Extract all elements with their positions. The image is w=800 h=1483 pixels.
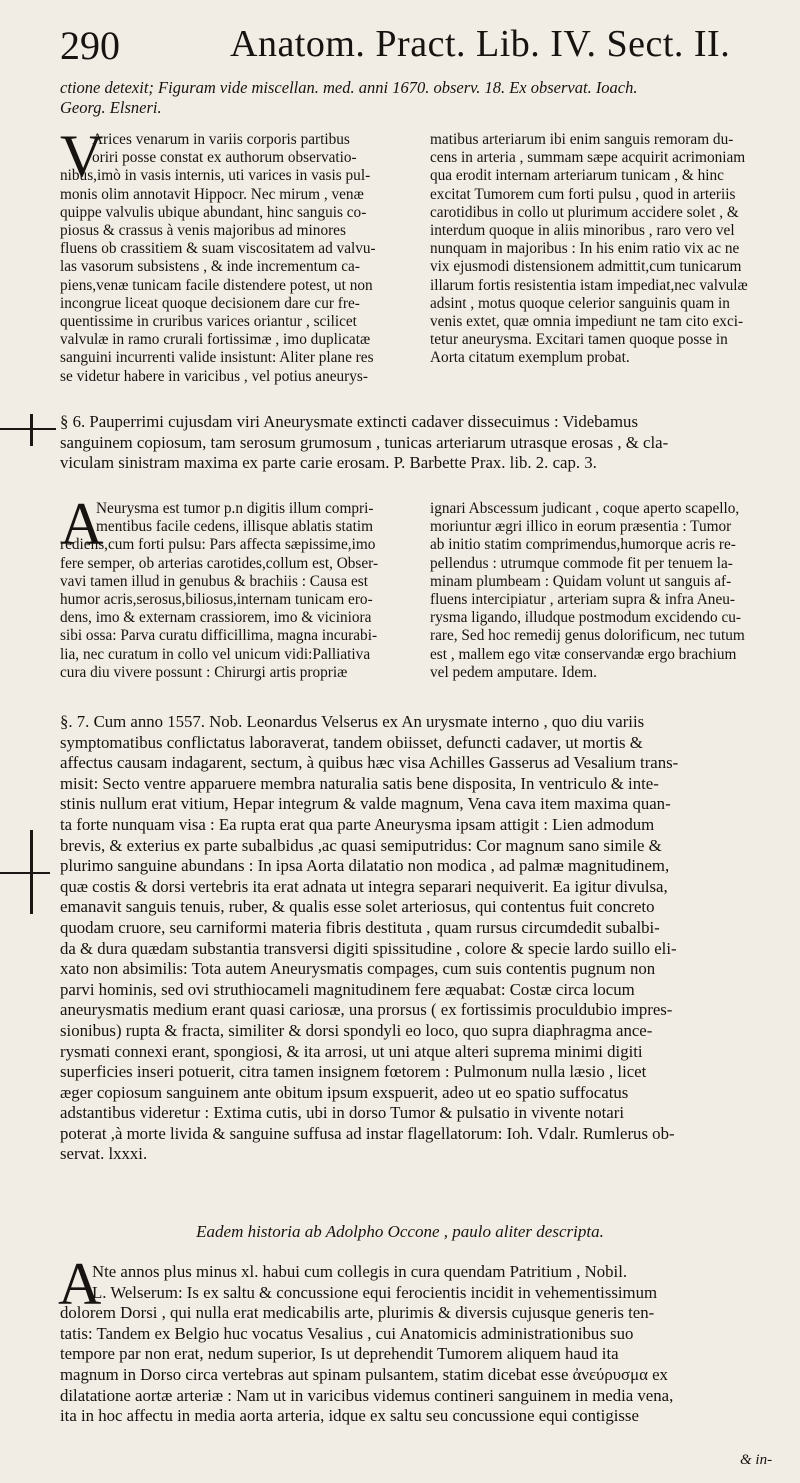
text-line: adsint , motus quoque celerior sanguinis quam in xyxy=(430,294,730,312)
text-line: cens in arteria , summam sæpe acquirit acrimoniam xyxy=(430,149,746,167)
text-line: Aorta citatum exemplum probat. xyxy=(430,349,630,367)
text-line: vavi tamen illud in genubus & brachiis : Causa est xyxy=(60,572,369,590)
text-line: rysma ligando, illudque postmodum excidendo cu- xyxy=(430,609,741,627)
text-line: oriri posse constat ex authorum observatio- xyxy=(92,149,357,167)
last-paragraph-start xyxy=(92,1262,782,1303)
text-line: quippe valvulis ubique abundant, hinc sanguis co- xyxy=(60,203,367,221)
text-line: se videtur habere in varicibus , vel potius aneurys- xyxy=(60,367,368,385)
text-line: monis olim annotavit Hippocr. Nec mirum , venæ xyxy=(60,185,364,203)
text-line: piens,venæ tunicam facile distendere potest, ut non xyxy=(60,276,373,294)
section7-paragraph xyxy=(60,712,782,1165)
text-line: fluens intercipiatur , arteriam supra & infra Aneu- xyxy=(430,591,735,609)
text-line: tatis: Tandem ex Belgio huc vocatus Vesalius , cui Anatomicis administrationibus suo xyxy=(60,1323,634,1343)
text-line: illarum fortis resistentia istam impediat,nec valvulæ xyxy=(430,276,748,294)
text-line: Nte annos plus minus xl. habui cum collegis in cura quendam Patritium , Nobil. xyxy=(92,1262,628,1281)
text-line: vix ejusmodi distensionem admittit,cum tunicarum xyxy=(430,258,742,276)
text-line: misit: Secto ventre apparuere membra naturalia satis bene disposita, In ventriculo & inte- xyxy=(60,773,659,793)
page-number: 290 xyxy=(60,23,120,68)
text-line: lia, nec curatum in collo vel unicum vidi:Palliativa xyxy=(60,645,371,663)
text-line: quæ costis & dorsi vertebris ita erat adnata ut integra separari nequiverit. Ea igitur divulsa, xyxy=(60,876,668,896)
text-line: ita in hoc affectu in media aorta arteria, idque ex saltu seu concussione equi contigisse xyxy=(60,1406,639,1426)
text-line: emanavit sanguis tenuis, ruber, & qualis esse solet arteriosus, qui contentus fuit concreto xyxy=(60,897,655,917)
section1-right-column xyxy=(430,131,748,368)
text-line: viculam sinistram maxima ex parte carie erosam. P. Barbette Prax. lib. 2. cap. 3. xyxy=(60,453,597,473)
text-line: L. Welserum: Is ex saltu & concussione equi ferocientis incidit in vehementissimum xyxy=(92,1282,658,1302)
text-line: brevis, & exterius ex parte subalbidus ,ac quasi semiputridus: Cor magnum sano simile & xyxy=(60,835,662,855)
text-line: Arices venarum in variis corporis partibus xyxy=(92,131,350,148)
text-line: Neurysma est tumor p.n digitis illum compri- xyxy=(96,500,374,517)
drop-cap-a: A xyxy=(60,491,104,557)
text-line: rediens,cum forti pulsu: Pars affecta sæpissime,imo xyxy=(60,536,376,554)
text-line: §. 7. Cum anno 1557. Nob. Leonardus Velserus ex An urysmate interno , quo diu variis xyxy=(60,712,645,731)
text-line: ta forte nunquam visa : Ea rupta erat qua parte Aneurysma ipsam attigit : Lien admodum xyxy=(60,814,655,834)
text-line: ignari Abscessum judicant , coque aperto scapello, xyxy=(430,500,740,517)
text-line: plurimo sanguine abundans : In ipsa Aorta dilatatio non modica , ad palmæ magnitudinem, xyxy=(60,856,670,876)
text-line: nibus,imò in vasis internis, uti varices in vasis pul- xyxy=(60,167,371,185)
text-line: venis extet, quæ omnia impediunt ne tam cito exci- xyxy=(430,313,744,331)
text-line: adstantibus videretur : Extima cutis, ubi in dorso Tumor & pulsatio in vivente notari xyxy=(60,1103,624,1123)
text-line: aneurysmatis medium erant quasi cariosæ, una prorsus ( ex fortissimis proculdubio impres- xyxy=(60,1000,673,1020)
text-line: rare, Sed hoc remedij genus dolorificum, nec tutum xyxy=(430,627,745,645)
text-line: est , mallem ego vitæ conservandæ ergo brachium xyxy=(430,645,737,663)
text-line: mentibus facile cedens, illisque ablatis statim xyxy=(96,518,373,536)
text-line: humor acris,serosus,biliosus,internam tunicam ero- xyxy=(60,591,373,608)
text-line: dolorem Dorsi , qui nulla erat medicabilis arte, plurimis & diversis cujusque generis ten- xyxy=(60,1303,655,1323)
text-line: affectus causam indagarent, sectum, à quibus hæc visa Achilles Gasserus ad Vesalium trans- xyxy=(60,753,679,773)
text-line: da & dura quædam substantia transversi digiti spissitudine , colore & specie lardo suillo eli- xyxy=(60,938,677,958)
text-line: superficies inseri potuerit, citra tamen insignem fœtorem : Pulmonum nulla læsio , licet xyxy=(60,1062,647,1082)
margin-mark xyxy=(0,428,58,431)
text-line: rysmati connexi erant, spongiosi, & ita arrosi, ut uni atque alteri suprema minimi digiti xyxy=(60,1041,643,1061)
text-line: qua erodit internam arteriarum tunicam , & hinc xyxy=(430,167,724,185)
text-line: magnum in Dorso circa vertebras aut spinam pulsantem, statim dicebat esse ἀνεύρυσμα ex xyxy=(60,1364,668,1384)
text-line: minam plumbeam : Quidam volunt ut sanguis af- xyxy=(430,572,732,590)
section1-left-column xyxy=(92,131,357,167)
text-line: æger copiosum sanguinem ante obitum ipsum exspuerit, adeo ut eo spatio suffocatus xyxy=(60,1082,629,1102)
text-line: sanguini incurrenti valide insistunt: Aliter plane res xyxy=(60,349,374,367)
text-line: excitat Tumorem cum forti pulsu , quod in arteriis xyxy=(430,185,736,203)
text-line: tetur aneurysma. Excitari tamen quoque posse in xyxy=(430,331,728,349)
catchword: & in- xyxy=(740,1452,773,1468)
text-line: piosus & crassus à venis majoribus ad minores xyxy=(60,222,346,239)
text-line: sionibus) rupta & fracta, similiter & dorsi spondyli eo loco, quo supra diaphragma ance- xyxy=(60,1020,653,1040)
section-a-left-column-cont xyxy=(60,536,378,682)
text-line: stinis nullum erat vitium, Hepar integrum & valde magnum, Vena cava item maxima quan- xyxy=(60,794,671,814)
text-line: pellendus : utrumque commode fit per tenuem la- xyxy=(430,554,733,572)
section1-left-column-cont xyxy=(60,167,376,385)
text-line: matibus arteriarum ibi enim sanguis remoram du- xyxy=(430,131,734,148)
running-title: Anatom. Pract. Lib. IV. Sect. II. xyxy=(230,23,731,65)
section6-paragraph xyxy=(60,412,782,474)
text-line: quodam cruore, seu carniformi materia fibris destituta , quam rursus circumdedit subalbi- xyxy=(60,917,660,937)
last-paragraph xyxy=(60,1303,782,1427)
text-line: las vasorum subsistens , & inde incrementum ca- xyxy=(60,258,360,276)
text-line: ab initio statim comprimendus,humorque acris re- xyxy=(430,536,736,554)
text-line: servat. lxxxi. xyxy=(60,1144,148,1164)
subheading: Eadem historia ab Adolpho Occone , paulo aliter descripta. xyxy=(196,1222,604,1241)
text-line: poterat ,à morte livida & sanguine suffusa ad instar flagellatorum: Ioh. Vdalr. Rumlerus ob- xyxy=(60,1123,675,1143)
text-line: parvi hominis, sed ovi struthiocameli magnitudinem fere æquabat: Costæ circa locum xyxy=(60,979,635,999)
text-line: fere semper, ob arterias carotides,collum est, Obser- xyxy=(60,554,379,572)
text-line: § 6. Pauperrimi cujusdam viri Aneurysmate extincti cadaver dissecuimus : Videbamus xyxy=(60,412,638,431)
text-line: nunquam in majoribus : In his enim ratio vix ac ne xyxy=(430,240,740,258)
text-line: carotidibus in collo ut plurimum accidere solet , & xyxy=(430,203,739,221)
text-line: dilatatione aortæ arteriæ : Nam ut in varicibus videmus contineri sanguinem in media vena, xyxy=(60,1385,674,1405)
section-a-left-column xyxy=(96,500,373,536)
page-header xyxy=(60,22,760,72)
text-line: tempore par non erat, nedum superior, Is ut deprehendit Tumorem aliquem haud ita xyxy=(60,1344,619,1364)
text-line: incongrue liceat quoque decisionem dare cur fre- xyxy=(60,294,360,312)
intro-line-2: Georg. Elsneri. xyxy=(60,98,162,117)
text-line: cura diu vivere possunt : Chirurgi artis propriæ xyxy=(60,663,348,681)
text-line: interdum quoque in aliis minoribus , raro vero vel xyxy=(430,222,735,240)
text-line: quentissime in cruribus varices oriantur , scilicet xyxy=(60,313,357,331)
text-line: fluens ob crassitiem & suam viscositatem ad valvu- xyxy=(60,240,376,258)
text-line: moriuntur ægri illico in eorum præsentia : Tumor xyxy=(430,518,732,536)
intro-line-1: ctione detexit; Figuram vide miscellan. med. anni 1670. observ. 18. Ex observat. Ioach. xyxy=(60,78,638,97)
margin-mark xyxy=(0,872,58,875)
drop-cap-v: V xyxy=(60,123,104,189)
section-a-right-column xyxy=(430,500,745,682)
text-line: vel pedem amputare. Idem. xyxy=(430,663,597,681)
text-line: symptomatibus conflictatus laboraverat, tandem obiisset, defuncti cadaver, ut mortis & xyxy=(60,732,643,752)
text-line: sanguinem copiosum, tam serosum grumosum , tunicas arteriarum utrasque erosas , & cla- xyxy=(60,432,669,452)
text-line: valvulæ in ramo crurali fortissimæ , imo duplicatæ xyxy=(60,331,371,349)
drop-cap-a-last: A xyxy=(58,1251,102,1317)
text-line: xato non absimilis: Tota autem Aneurysmatis compages, cum suis contentis pugnum non xyxy=(60,959,656,979)
text-line: dens, imo & externam crassiorem, imo & viciniora xyxy=(60,609,372,627)
text-line: sibi ossa: Parva curatu difficillima, magna incurabi- xyxy=(60,627,378,645)
